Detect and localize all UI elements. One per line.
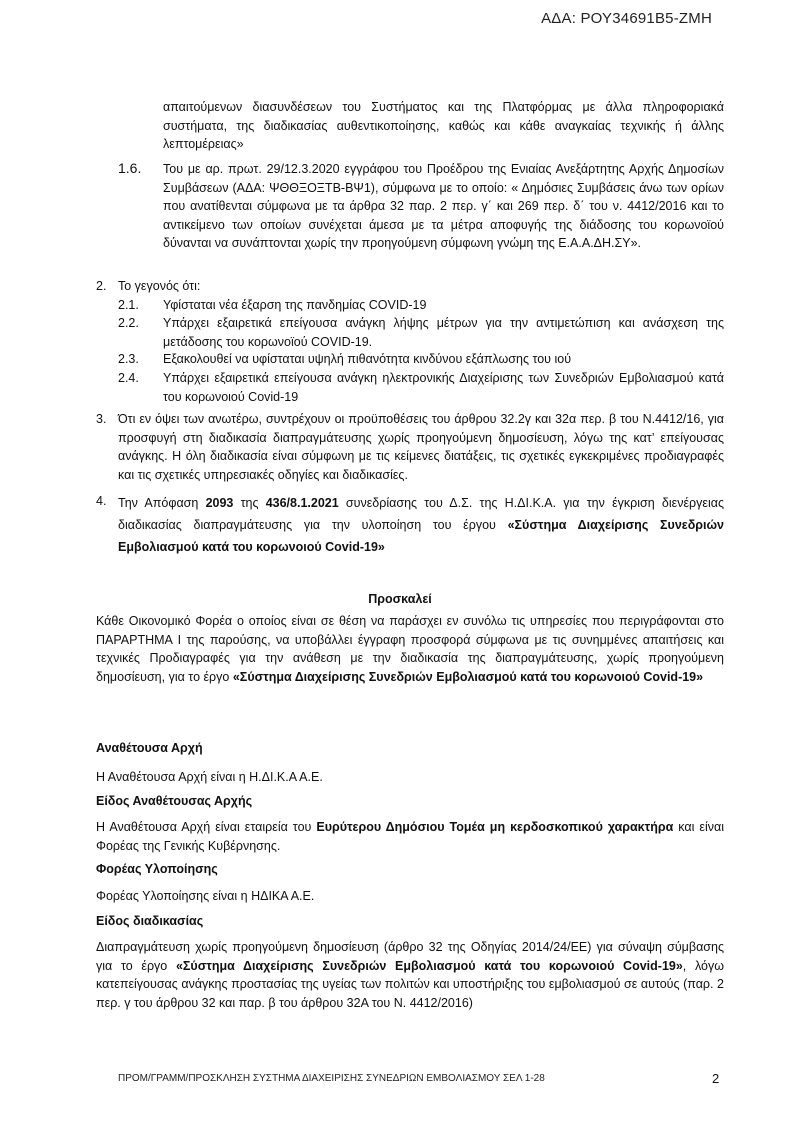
item-2-1-text: Υφίσταται νέα έξαρση της πανδημίας COVID-19	[163, 298, 427, 312]
authority-title: Αναθέτουσα Αρχή	[96, 741, 203, 755]
item-2-4-text: Υπάρχει εξαιρετικά επείγουσα ανάγκη ηλεκτρονικής Διαχείρισης των Συνεδριών Εμβολιασμού κατά του κορωνοιού Covid-19	[163, 371, 724, 404]
item-2-text: Το γεγονός ότι:	[118, 279, 201, 293]
item-2-1-number: 2.1.	[118, 298, 139, 312]
invite-heading: Προσκαλεί	[368, 592, 432, 606]
item-2-3-number: 2.3.	[118, 352, 139, 366]
decision-number: 2093	[205, 496, 234, 510]
intro-continuation: απαιτούμενων διασυνδέσεων του Συστήματος και της Πλατφόρμας με άλλα πληροφοριακά συστήματα, της διαδικασίας αυθεντικοποίησης, καθώς και κάθε αναγκαίας τεχνικής ή άλλης λεπτομέρειας»	[163, 100, 724, 151]
item-3-number: 3.	[96, 412, 107, 426]
ada-code: ΑΔΑ: ΡΟΥ34691Β5-ΖΜΗ	[541, 10, 712, 27]
implementer-text: Φορέας Υλοποίησης είναι η ΗΔΙΚΑ Α.Ε.	[96, 889, 315, 903]
session-number: 436/8.1.2021	[265, 496, 339, 510]
page-number: 2	[712, 1071, 720, 1086]
item-3-text: Ότι εν όψει των ανωτέρω, συντρέχουν οι προϋποθέσεις του άρθρου 32.2γ και 32α περ. β του Ν.4412/16, για προσφυγή στη διαδικασία διαπραγμάτευσης χωρίς προηγούμενη δημοσίευση, λόγω της κατ’ επείγουσας ανάγκης. Η όλη διαδικασία είναι σύμφωνη με τις κείμενες διατάξεις, τις σχετικές εγκεκριμένες προδιαγραφές και τις σχετικές υπηρεσιακές οδηγίες και διαδικασίες.	[118, 412, 724, 482]
procedure-title: Είδος διαδικασίας	[96, 914, 204, 928]
item-2-4-number: 2.4.	[118, 371, 139, 385]
item-2-number: 2.	[96, 279, 107, 293]
item-1-6-text: Του με αρ. πρωτ. 29/12.3.2020 εγγράφου του Προέδρου της Ενιαίας Ανεξάρτητης Αρχής Δημοσίων Συμβάσεων (ΑΔΑ: ΨΘΘΞΟΞΤΒ-ΒΨ1), σύμφωνα με το οποίο: « Δημόσιες Συμβάσεις άνω των ορίων που ανατίθενται σύμφωνα με τα άρθρα 32 παρ. 2 περ. γ΄ και 269 περ. δ΄ του ν. 4412/2016 και το αντικείμενο των οποίων συνέχεται άμεσα με τα μέτρα αποφυγής της διάδοσης του κορωνοϊού δύνανται να συνάπτονται χωρίς την προηγούμενη σύμφωνη γνώμη της Ε.Α.Α.ΔΗ.ΣΥ».	[163, 162, 724, 250]
implementer-title: Φορέας Υλοποίησης	[96, 862, 218, 876]
item-4-number: 4.	[96, 494, 107, 508]
procedure-text: Διαπραγμάτευση χωρίς προηγούμενη δημοσίευση (άρθρο 32 της Οδηγίας 2014/24/ΕΕ) για σύναψη σύμβασης για το έργο «Σύστημα Διαχείρισης Συνεδριών Εμβολιασμού κατά του κορωνοιού Covid-19», λόγω κατεπείγουσας ανάγκης προστασίας της υγείας των πολιτών και υποστήριξης του εμβολιασμού σε αυτούς (παρ. 2 περ. γ του άρθρου 32 και παρ. β του άρθρου 32Α του Ν. 4412/2016)	[96, 940, 724, 1010]
authority-type-text: Η Αναθέτουσα Αρχή είναι εταιρεία του Ευρύτερου Δημόσιου Τομέα μη κερδοσκοπικού χαρακτήρα και είναι Φορέας της Γενικής Κυβέρνησης.	[96, 820, 724, 853]
footer-text: ΠΡΟΜ/ΓΡΑΜΜ/ΠΡΟΣΚΛΗΣΗ ΣΥΣΤΗΜΑ ΔΙΑΧΕΙΡΙΣΗΣ ΣΥΝΕΔΡΙΩΝ ΕΜΒΟΛΙΑΣΜΟΥ ΣΕΛ 1-28	[118, 1073, 545, 1084]
item-4-text: Την Απόφαση 2093 της 436/8.1.2021 συνεδρίασης του Δ.Σ. της Η.ΔΙ.Κ.Α. για την έγκριση διενέργειας διαδικασίας διαπραγμάτευσης για την υλοποίηση του έργου «Σύστημα Διαχείρισης Συνεδριών Εμβολιασμού κατά του κορωνοιού Covid-19»	[118, 496, 724, 554]
item-2-2-text: Υπάρχει εξαιρετικά επείγουσα ανάγκη λήψης μέτρων για την αντιμετώπιση και ανάσχεση της μετάδοσης του κορωνοϊού COVID-19.	[163, 316, 724, 349]
item-2-2-number: 2.2.	[118, 316, 139, 330]
item-1-6-number: 1.6.	[118, 160, 142, 176]
invite-project-name: «Σύστημα Διαχείρισης Συνεδριών Εμβολιασμού κατά του κορωνοιού Covid-19»	[232, 669, 704, 684]
invite-text: Κάθε Οικονομικό Φορέα ο οποίος είναι σε θέση να παράσχει εν συνόλω τις υπηρεσίες που περιγράφονται στο ΠΑΡΑΡΤΗΜΑ Ι της παρούσης, να υποβάλλει έγγραφη προσφορά σύμφωνα με τις συνημμένες απαιτήσεις και τεχνικές Προδιαγραφές για την ανάθεση με την διαδικασία της διαπραγμάτευσης, χωρίς προηγούμενη δημοσίευση, για το έργο «Σύστημα Διαχείρισης Συνεδριών Εμβολιασμού κατά του κορωνοιού Covid-19»	[96, 614, 724, 684]
authority-text: Η Αναθέτουσα Αρχή είναι η Η.ΔΙ.Κ.Α Α.Ε.	[96, 770, 323, 784]
project-name: «Σύστημα Διαχείρισης Συνεδριών Εμβολιασμού κατά του κορωνοιού Covid-19»	[118, 518, 724, 554]
item-2-3-text: Εξακολουθεί να υφίσταται υψηλή πιθανότητα κινδύνου εξάπλωσης του ιού	[163, 352, 572, 366]
authority-type-title: Είδος Αναθέτουσας Αρχής	[96, 794, 253, 808]
